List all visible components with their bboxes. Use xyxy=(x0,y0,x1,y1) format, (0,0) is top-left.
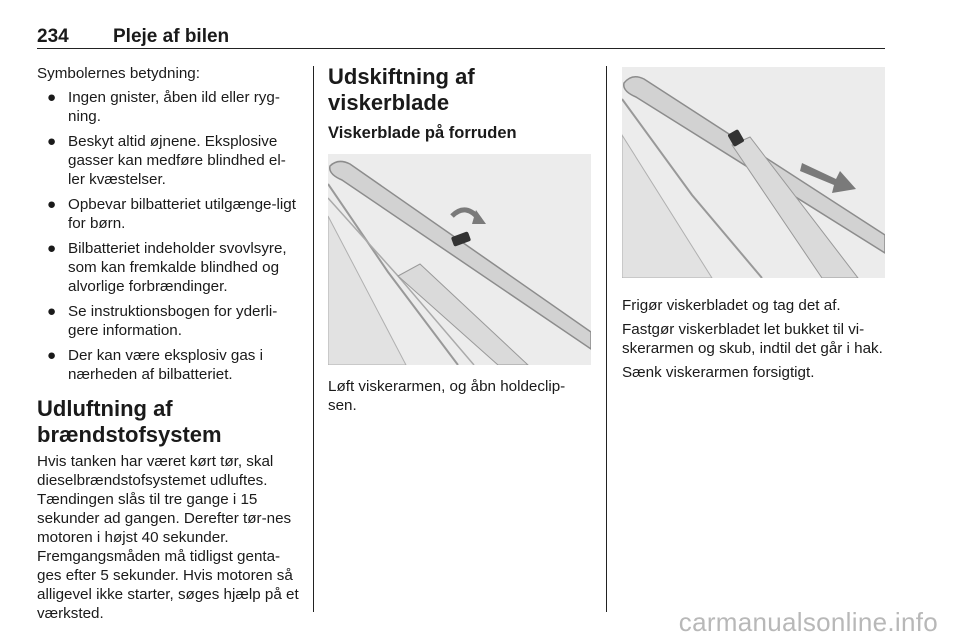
bullet-icon: ● xyxy=(47,347,57,364)
section-title: Pleje af bilen xyxy=(113,26,230,47)
symbols-intro: Symbolernes betydning: xyxy=(37,65,200,82)
list-item: ● Opbevar bilbatteriet utilgænge-ligt for børn. xyxy=(47,196,296,232)
symbol-list xyxy=(37,88,301,384)
column-2 xyxy=(328,64,591,420)
list-item: ● Beskyt altid øjnene. Eksplosive gasser kan medføre blindhed el-ler kvæstelser. xyxy=(47,133,286,188)
bullet-icon: ● xyxy=(47,240,57,257)
column-1 xyxy=(37,64,301,628)
step-attach: Fastgør viskerbladet let bukket til vi-skerarmen og skub, indtil det går i hak. xyxy=(622,321,883,357)
watermark: carmanualsonline.info xyxy=(678,607,938,637)
bullet-icon: ● xyxy=(47,133,57,150)
figure-caption: Løft viskerarmen, og åbn holdeclip-sen. xyxy=(328,378,566,414)
list-item: ● Ingen gnister, åben ild eller ryg-ning. xyxy=(47,89,280,125)
wiper-remove-illustration xyxy=(622,67,885,278)
step-remove: Frigør viskerbladet og tag det af. xyxy=(622,297,841,314)
list-item: ● Bilbatteriet indeholder svovlsyre, som kan fremkalde blindhed og alvorlige forbrændinger. xyxy=(47,240,287,295)
bullet-icon: ● xyxy=(47,303,57,320)
column-divider xyxy=(313,66,314,612)
wiper-heading: Udskiftning af viskerblade xyxy=(328,64,475,115)
windscreen-subheading: Viskerblade på forruden xyxy=(328,124,517,142)
fuel-system-heading: Udluftning af brændstofsystem xyxy=(37,396,222,447)
bullet-icon: ● xyxy=(47,196,57,213)
fuel-system-body: Hvis tanken har været kørt tør, skal dieselbrændstofsystemet udluftes. Tændingen slås til tre gange i 15 sekunder ad gangen. Derefter tør-nes motoren i højst 40 sekunder. Fremgangsmåden må tidligst genta-ges efter 5 sekunder. Hvis motoren så alligevel ikke starter, søges hjælp på et værksted. xyxy=(37,453,299,622)
column-3 xyxy=(622,64,885,387)
page-number: 234 xyxy=(37,26,69,47)
page-header xyxy=(37,26,885,49)
column-divider xyxy=(606,66,607,612)
bullet-icon: ● xyxy=(47,89,57,106)
step-lower: Sænk viskerarmen forsigtigt. xyxy=(622,364,815,381)
list-item: ● Der kan være eksplosiv gas i nærheden af bilbatteriet. xyxy=(47,347,263,383)
list-item: ● Se instruktionsbogen for yderli-gere information. xyxy=(47,303,278,339)
wiper-lift-illustration xyxy=(328,154,591,365)
